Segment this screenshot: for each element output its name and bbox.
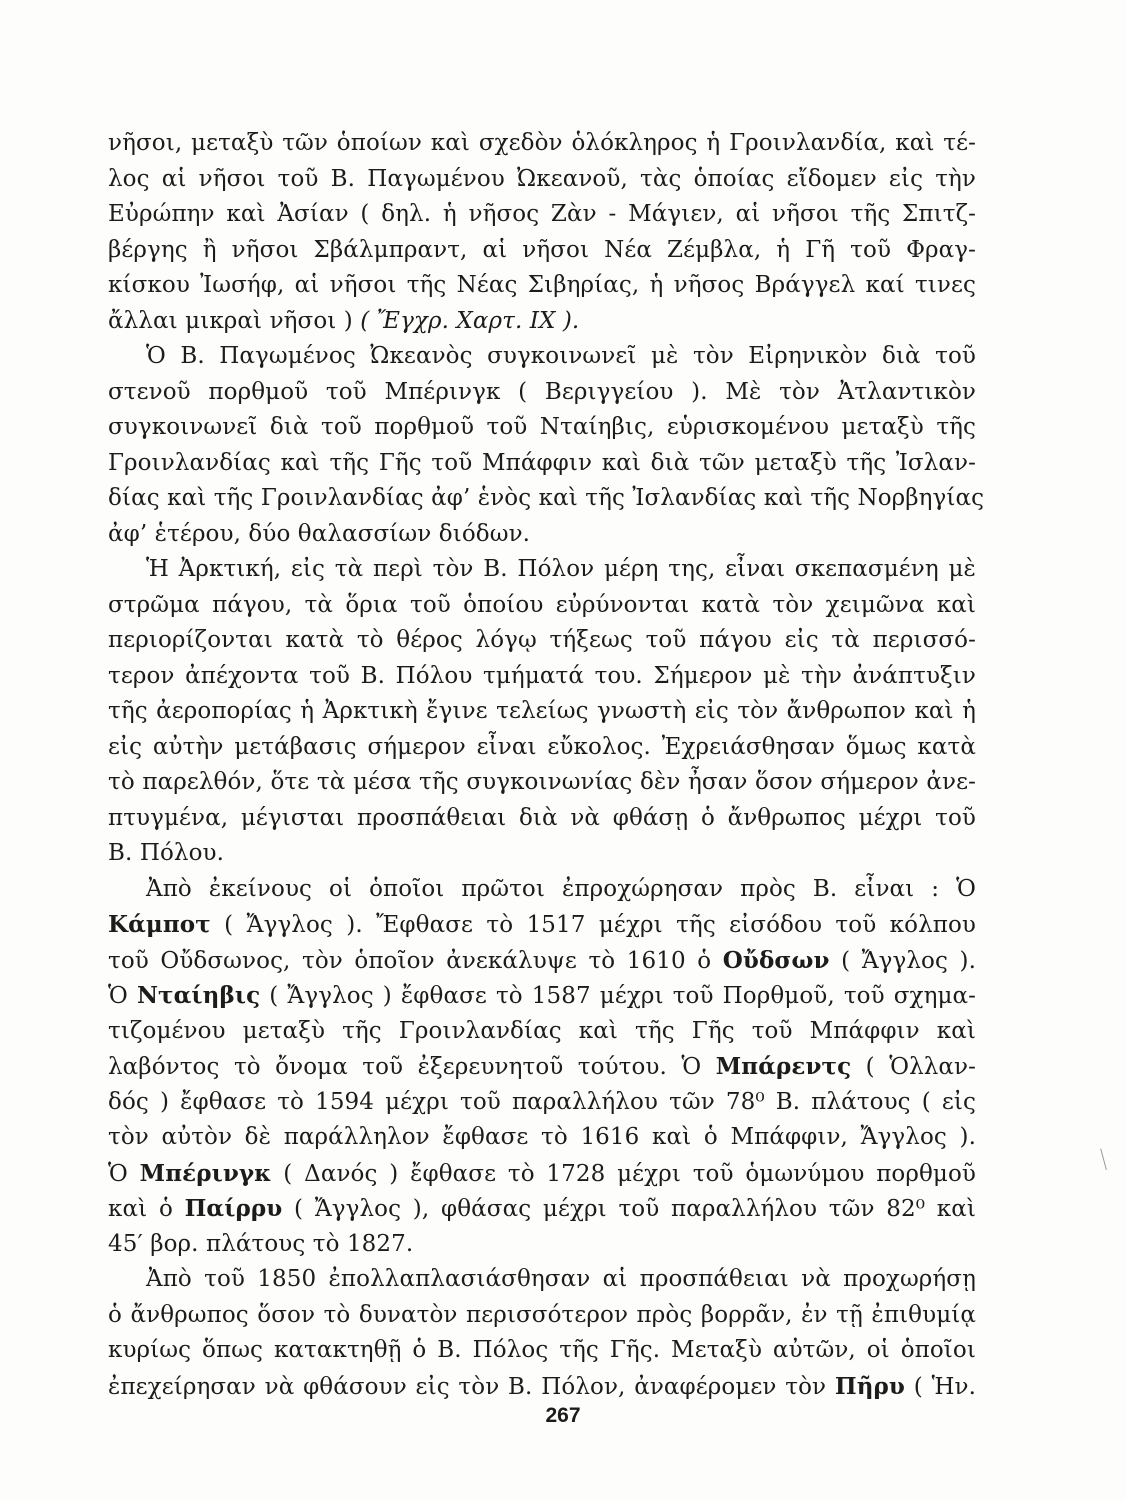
text-line	[108, 694, 976, 730]
text-line	[108, 339, 976, 375]
text-line	[108, 872, 976, 908]
text-run: Εὐρώπην καὶ Ἀσίαν ( δηλ. ἡ νῆσος Ζὰν - Μάγιεν, αἱ νῆσοι τῆς Σπιτζ-	[108, 201, 976, 227]
bold-name: Μπέρινγκ	[139, 1159, 272, 1187]
text-line	[108, 162, 976, 198]
text-run: εἰς αὐτὴν μετάβασις σήμερον εἶναι εὔκολος. Ἐχρειάσθησαν ὅμως κατὰ	[108, 733, 976, 760]
text-run: περιορίζονται κατὰ τὸ θέρος λόγῳ τήξεως τοῦ πάγου εἰς τὰ περισσό-	[108, 627, 976, 653]
text-line	[108, 588, 976, 624]
text-run: ( Ἄγγλος ) ἔφθασε τὸ 1587 μέχρι τοῦ Πορθμοῦ, τοῦ σχημα-	[260, 983, 977, 1009]
text-run: στρῶμα πάγου, τὰ ὅρια τοῦ ὁποίου εὐρύνονται κατὰ τὸν χειμῶνα καὶ	[108, 591, 976, 618]
text-run: νῆσοι, μεταξὺ τῶν ὁποίων καὶ σχεδὸν ὁλόκληρος ἡ Γροινλανδία, καὶ τέ-	[108, 130, 976, 156]
text-line	[108, 304, 976, 340]
text-run: δός ) ἔφθασε τὸ 1594 μέχρι τοῦ παραλλήλου τῶν 78⁰ Β. πλάτους ( εἰς	[108, 1088, 976, 1115]
text-run: κίσκου Ἰωσήφ, αἱ νῆσοι τῆς Νέας Σιβηρίας, ἡ νῆσος Βράγγελ καί τινες	[108, 272, 976, 298]
text-line	[108, 765, 976, 801]
text-run: ( Ἄγγλος ), φθάσας μέχρι τοῦ παραλλήλου τῶν 82⁰ καὶ	[282, 1196, 976, 1222]
text-run: βέργης ἢ νῆσοι Σβάλμπραντ, αἱ νῆσοι Νέα Ζέμβλα, ἡ Γῆ τοῦ Φραγ-	[108, 236, 976, 263]
text-line	[108, 1298, 976, 1334]
text-line	[108, 1049, 976, 1085]
text-line	[108, 1227, 976, 1263]
text-run: τερον ἀπέχοντα τοῦ Β. Πόλου τμήματά του. Σήμερον μὲ τὴν ἀνάπτυξιν	[108, 662, 976, 689]
text-run: 45′ βορ. πλάτους τὸ 1827.	[108, 1230, 414, 1257]
text-line	[108, 1369, 976, 1405]
text-run: ( Δανός ) ἔφθασε τὸ 1728 μέχρι τοῦ ὁμωνύμου πορθμοῦ	[271, 1160, 977, 1187]
text-run: λαβόντος τὸ ὄνομα τοῦ ἐξερευνητοῦ τούτου. Ὁ	[108, 1054, 716, 1080]
text-line	[108, 1333, 976, 1369]
text-line	[108, 410, 976, 446]
bold-name: Νταίηβις	[136, 982, 261, 1009]
text-run: στενοῦ πορθμοῦ τοῦ Μπέρινγκ ( Βεριγγείου ). Μὲ τὸν Ἀτλαντικὸν	[108, 378, 976, 405]
text-run: τῆς ἀεροπορίας ἡ Ἀρκτικὴ ἔγινε τελείως γνωστὴ εἰς τὸν ἄνθρωπον καὶ ἡ	[108, 698, 976, 724]
text-run: Ἡ Ἀρκτική, εἰς τὰ περὶ τὸν Β. Πόλον μέρη της, εἶναι σκεπασμένη μὲ	[146, 556, 976, 582]
map-reference: ( Ἔγχρ. Χαρτ. IX ).	[360, 307, 580, 334]
text-line	[108, 978, 976, 1014]
text-run: ἀφ’ ἑτέρου, δύο θαλασσίων διόδων.	[108, 520, 531, 547]
bold-name: Πῆρυ	[834, 1372, 905, 1400]
text-line	[108, 1156, 976, 1192]
body-text	[108, 126, 985, 1404]
text-line	[108, 446, 976, 482]
text-run: ( Ἄγγλος ).	[829, 947, 976, 974]
text-run: ( Ἡν.	[904, 1373, 976, 1400]
text-line	[108, 197, 976, 233]
text-run: Ἀπὸ ἐκείνους οἱ ὁποῖοι πρῶτοι ἐπροχώρησαν πρὸς Β. εἶναι : Ὁ	[146, 875, 976, 902]
text-run: ἄλλαι μικραὶ νῆσοι )	[108, 307, 361, 334]
text-run: Γροινλανδίας καὶ τῆς Γῆς τοῦ Μπάφφιν καὶ διὰ τῶν μεταξὺ τῆς Ἰσλαν-	[108, 449, 976, 476]
text-run: ὁ ἄνθρωπος ὅσον τὸ δυνατὸν περισσότερον πρὸς βορρᾶν, ἐν τῇ ἐπιθυμίᾳ	[108, 1301, 976, 1328]
text-run: τὸν αὐτὸν δὲ παράλληλον ἔφθασε τὸ 1616 καὶ ὁ Μπάφφιν, Ἄγγλος ).	[108, 1124, 976, 1150]
bold-name: Κάμποτ	[108, 911, 211, 938]
text-line	[108, 126, 976, 162]
text-run: Β. Πόλου.	[108, 840, 225, 866]
text-run: συγκοινωνεῖ διὰ τοῦ πορθμοῦ τοῦ Νταίηβις, εὑρισκομένου μεταξὺ τῆς	[108, 414, 976, 440]
text-line	[108, 1014, 976, 1050]
text-line	[108, 801, 976, 837]
text-line	[108, 1191, 976, 1227]
text-line	[108, 552, 976, 588]
text-line	[108, 375, 976, 411]
text-line	[108, 907, 976, 943]
text-run: Ὁ	[108, 983, 137, 1009]
text-line	[108, 943, 976, 979]
text-run: καὶ ὁ	[108, 1196, 185, 1222]
text-run: τοῦ Οὔδσωνος, τὸν ὁποῖον ἀνεκάλυψε τὸ 1610 ὁ	[108, 947, 723, 974]
text-line	[108, 233, 976, 269]
scan-mark	[1100, 1148, 1109, 1170]
text-run: ( Ἄγγλος ). Ἔφθασε τὸ 1517 μέχρι τῆς εἰσόδου τοῦ κόλπου	[210, 912, 976, 938]
bold-name: Μπάρεντς	[715, 1053, 852, 1080]
text-run: Ὁ	[108, 1160, 140, 1187]
text-line	[108, 730, 976, 766]
text-line	[108, 1085, 976, 1121]
text-run: λος αἱ νῆσοι τοῦ Β. Παγωμένου Ὠκεανοῦ, τὰς ὁποίας εἴδομεν εἰς τὴν	[108, 165, 976, 192]
text-line	[108, 1120, 976, 1156]
text-run: τιζομένου μεταξὺ τῆς Γροινλανδίας καὶ τῆς Γῆς τοῦ Μπάφφιν καὶ	[108, 1017, 976, 1044]
text-run: κυρίως ὅπως κατακτηθῇ ὁ Β. Πόλος τῆς Γῆς. Μεταξὺ αὐτῶν, οἱ ὁποῖοι	[108, 1337, 976, 1363]
bold-name: Παίρρυ	[184, 1195, 283, 1222]
text-line	[108, 1262, 976, 1298]
text-line	[108, 481, 985, 517]
text-run: τὸ παρελθόν, ὅτε τὰ μέσα τῆς συγκοινωνίας δὲν ἦσαν ὅσον σήμερον ἀνε-	[108, 769, 976, 795]
text-line	[108, 517, 976, 553]
text-run: ( Ὁλλαν-	[851, 1054, 977, 1080]
text-run: πτυγμένα, μέγισται προσπάθειαι διὰ νὰ φθάσῃ ὁ ἄνθρωπος μέχρι τοῦ	[108, 804, 976, 831]
bold-name: Οὔδσων	[722, 946, 830, 974]
page-number: 267	[545, 1404, 581, 1427]
text-run: Ὁ Β. Παγωμένος Ὠκεανὸς συγκοινωνεῖ μὲ τὸν Εἰρηνικὸν διὰ τοῦ	[146, 343, 976, 369]
text-line	[108, 659, 976, 695]
text-line	[108, 836, 976, 872]
text-run: ἐπεχείρησαν νὰ φθάσουν εἰς τὸν Β. Πόλον, ἀναφέρομεν τὸν	[108, 1373, 835, 1400]
text-run: δίας καὶ τῆς Γροινλανδίας ἀφ’ ἑνὸς καὶ τῆς Ἰσλανδίας καὶ τῆς Νορβηγίας	[108, 485, 985, 511]
text-line	[108, 268, 976, 304]
text-run: Ἀπὸ τοῦ 1850 ἐπολλαπλασιάσθησαν αἱ προσπάθειαι νὰ προχωρήσῃ	[146, 1266, 976, 1292]
text-line	[108, 623, 976, 659]
